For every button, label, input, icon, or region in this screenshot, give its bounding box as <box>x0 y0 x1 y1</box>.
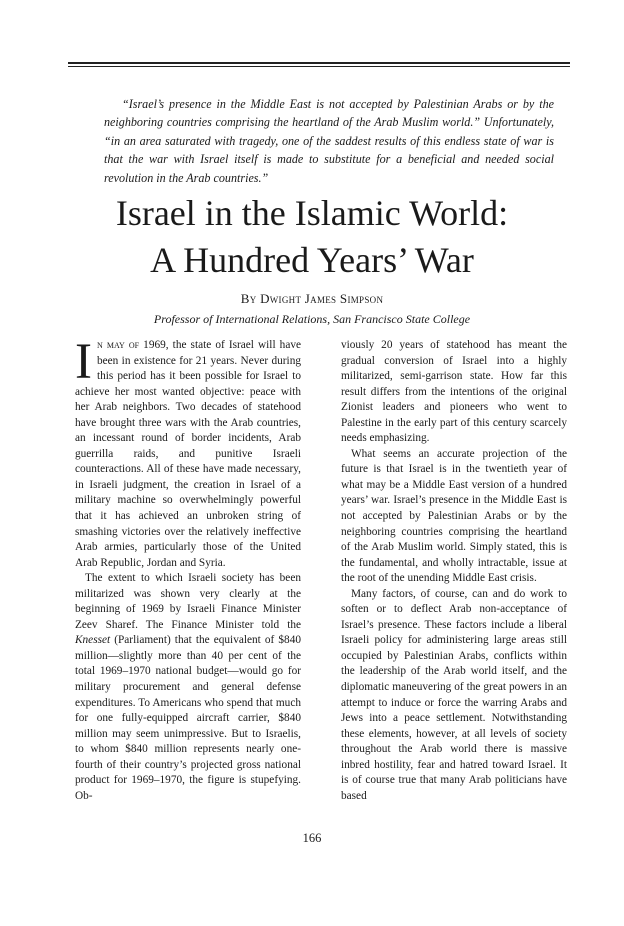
knesset-term: Knesset <box>75 634 111 647</box>
paragraph-text: 1969, the state of Israel will have been in existence for 21 years. Never during this period has it been possible for Israel to achieve her most wanted objective: peace with her Arab neighbors. Two decades of statehood have brought three wars with the Arab countries, an incessant round of border incidents, Arab guerrilla raids, and punitive Israeli counteractions. All of these have made necessary, in Israeli judgment, the creation in Israel of a military machine so overwhelmingly powerful that it has achieved an unbroken string of smashing victories over the relatively ineffective Arab armies, particularly those of the United Arab Republic, Jordan and Syria. <box>75 339 301 569</box>
article-title-line-1: Israel in the Islamic World: <box>115 193 509 233</box>
article-title-line-2: A Hundred Years’ War <box>150 240 474 280</box>
paragraph: Many factors, of course, can and do work to soften or to deflect Arab non-acceptance of Israel’s presence. These factors include a liberal Israeli policy for administering large areas still occupied by Palestinian Arabs, conflicts within the leadership of the Arab world itself, and the diplomatic maneuvering of the great powers in an attempt to induce or force the warring Arabs and Jews into a peace settlement. Notwithstanding these elements, however, at all levels of society throughout the Arab world there is massive inbred hostility, fear and hatred toward Israel. It is of course true that many Arab politicians have based <box>341 587 567 802</box>
lead-in: n may of <box>96 339 140 351</box>
paragraph <box>75 334 301 571</box>
author-byline: By Dwight James Simpson <box>240 291 384 306</box>
paragraph-text: (Parliament) that the equivalent of $840 million—slightly more than 40 per cent of the total 1969–1970 national budget—would go for military procurement and general defense expenditures. To Americans who spend that much for one fully-equipped aircraft carrier, $840 million may seem unimpressive. But to Israelis, to whom $840 million represents nearly one-fourth of their country’s projected gross national product for 1969–1970, the figure is stupefying. Ob- <box>75 634 301 802</box>
author-affiliation: Professor of International Relations, San Francisco State College <box>153 312 471 326</box>
body-column-right <box>341 338 567 804</box>
paragraph-text: The extent to which Israeli society has been militarized was shown very clearly at the beginning of 1969 by Israeli Finance Minister Zeev Sharef. The Finance Minister told the <box>75 572 301 631</box>
drop-cap: I <box>75 334 92 390</box>
epigraph: “Israel’s presence in the Middle East is not accepted by Palestinian Arabs or by the neighboring countries comprising the heartland of the Arab Muslim world.” Unfortunately, “in an area saturated with tragedy, one of the saddest results of this endless state of war is that the war with Israel itself is made to substitute for a beneficial and needed social revolution in the Arab countries.” <box>104 97 554 185</box>
paragraph <box>75 571 301 804</box>
header-rule-thick <box>68 62 570 64</box>
page-number: 166 <box>302 831 322 845</box>
body-column-left <box>75 334 301 804</box>
paragraph: viously 20 years of statehood has meant the gradual conversion of Israel into a highly militarized, semi-garrison state. How far this result differs from the intentions of the original Zionist leaders and pioneers who went to Palestine in the early part of this century scarcely needs emphasizing. <box>341 339 567 445</box>
paragraph: What seems an accurate projection of the future is that Israel is in the twentieth year of what may be a Middle East version of a hundred years’ war. Israel’s presence in the Middle East is not accepted by Palestinian Arabs or by the neighboring countries comprising the heartland of the Arab Muslim world. Simply stated, this is the fundamental, and wholly intractable, issue at the root of the unending Middle East crisis. <box>341 447 567 585</box>
header-rule-thin <box>68 66 570 67</box>
